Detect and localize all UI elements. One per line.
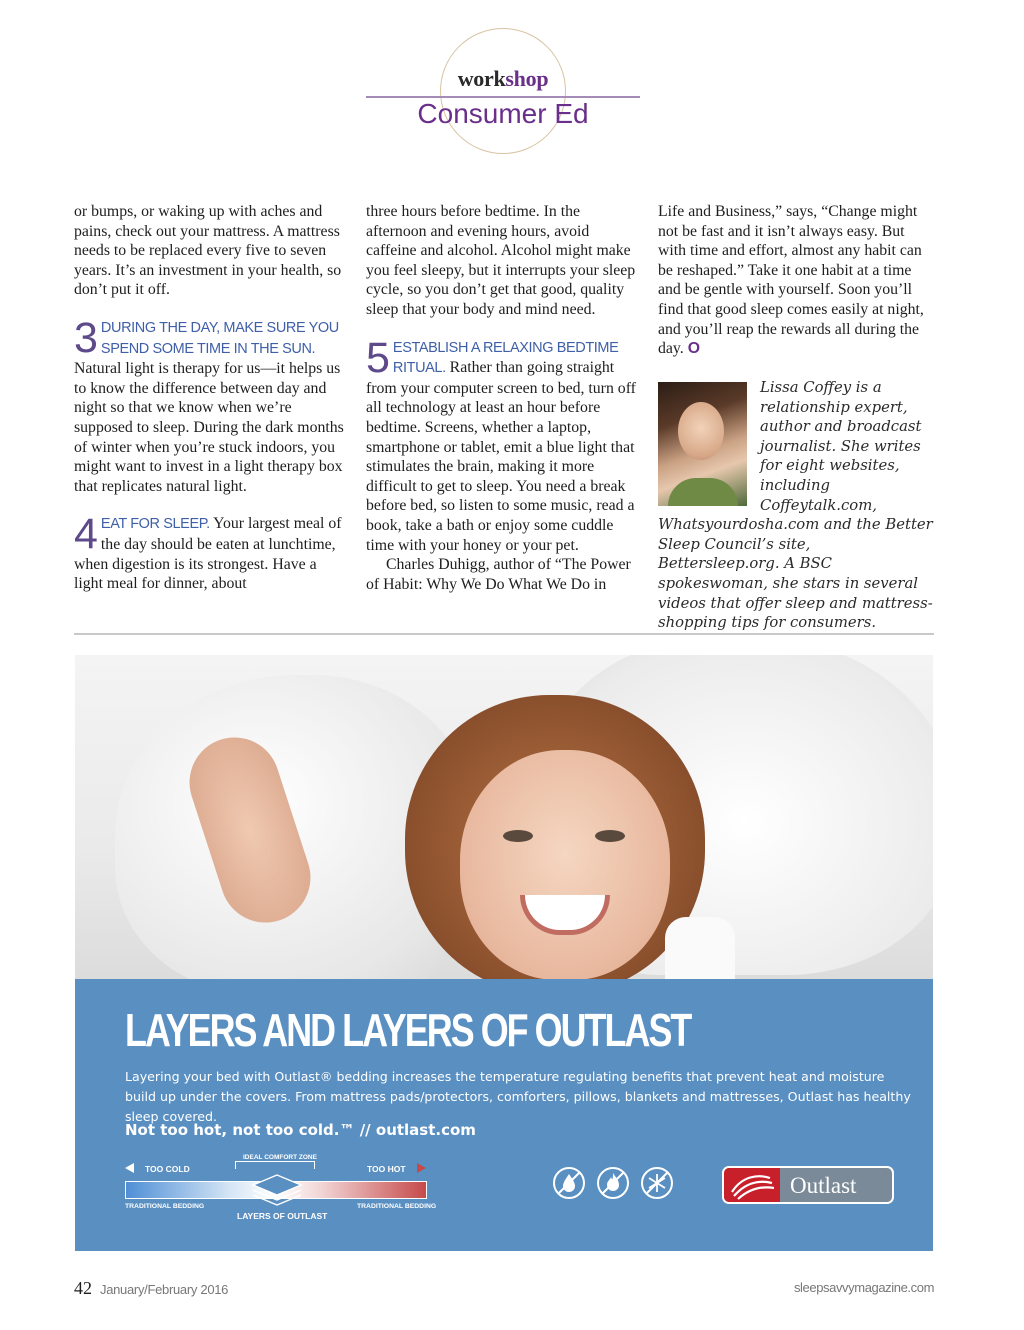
paragraph: Life and Business,” says, “Change might not be fast and it isn’t always easy. But with time and effort, almost any habit can be reshaped.” Take it one habit at a time and be gentle with yourself. Soon you’ll find that good sleep comes easily at night, and you’ll reap the rewards all during the day. O	[658, 203, 924, 358]
traditional-bedding-left: TRADITIONAL BEDDING	[125, 1203, 205, 1210]
feature-icons	[553, 1167, 683, 1203]
layers-of-outlast-label: LAYERS OF OUTLAST	[237, 1211, 328, 1221]
heat-icon	[597, 1167, 629, 1199]
ad-photo	[75, 655, 933, 979]
author-bio: Lissa Coffey is a relationship expert, author and broadcast journalist. She writes for eight websites, including Coffeytalk.com, Whatsyourdosha.com and the Better Sleep Council’s site, Bettersleep.org. A BSC spokeswoman, she stars in several videos that offer sleep and mattress-shopping tips for consumers.	[658, 379, 933, 632]
moisture-icon	[553, 1167, 585, 1199]
tip-heading: DURING THE DAY, MAKE SURE YOU SPEND SOME TIME IN THE SUN.	[100, 319, 339, 357]
tip-number: 3	[74, 313, 98, 362]
tip-number: 5	[366, 333, 390, 382]
column-3	[658, 202, 934, 359]
arrow-left-icon	[125, 1163, 134, 1173]
tip-body: Natural light is therapy for us—it helps us to know the difference between day and night so that we know when we’re supposed to sleep. During the dark months of winter when you’re stuck indoors, you might want to invest in a light therapy box that replicates natural light.	[74, 360, 344, 495]
cold-icon	[641, 1167, 673, 1199]
page-number: 42	[74, 1278, 92, 1298]
layers-icon	[251, 1173, 303, 1209]
ad-body: Layering your bed with Outlast® bedding increases the temperature regulating benefits that prevent heat and moisture build up under the covers. From mattress pads/protectors, comforters, pillows, blankets and mattresses, Outlast has healthy sleep covered.	[125, 1069, 911, 1124]
arrow-right-icon	[417, 1163, 426, 1173]
ad-tagline: Not too hot, not too cold.™ // outlast.com	[125, 1121, 476, 1139]
issue-date: January/February 2016	[100, 1282, 229, 1297]
website: sleepsavvymagazine.com	[793, 1280, 934, 1295]
ad-headline: LAYERS AND LAYERS OF OUTLAST	[125, 1004, 691, 1056]
comfort-zone-label: IDEAL COMFORT ZONE	[243, 1154, 317, 1161]
column-2	[366, 202, 640, 594]
paragraph: or bumps, or waking up with aches and pains, check out your mattress. A mattress needs to be replaced every five to seven years. It’s an investment in your health, so don’t put it off.	[74, 203, 342, 299]
divider	[74, 633, 934, 635]
outlast-logo	[722, 1166, 894, 1204]
tip-heading: ESTABLISH A RELAXING BEDTIME RITUAL.	[392, 339, 619, 377]
comfort-zone-bracket	[235, 1161, 315, 1169]
paragraph: three hours before bedtime. In the afternoon and evening hours, avoid caffeine and alcohol. Alcohol might make you feel sleepy, but it interrupts your sleep cycle, so you don’t get that good, quality sleep that your body and mind need.	[366, 203, 636, 318]
logo-wordmark: Outlast	[790, 1173, 857, 1198]
tip-number: 4	[74, 510, 98, 559]
paragraph: Charles Duhigg, author of “The Power of Habit: Why We Do What We Do in	[366, 556, 631, 593]
tip-4	[74, 510, 346, 593]
tip-body: Your largest meal of the day should be eaten at lunchtime, when digestion is its strongest. Have a light meal for dinner, about	[74, 515, 342, 593]
outlast-advertisement	[75, 655, 933, 1251]
tip-3	[74, 313, 346, 496]
column-1	[74, 202, 346, 594]
too-cold-label: TOO COLD	[145, 1164, 190, 1174]
comfort-scale	[125, 1154, 437, 1225]
end-mark: O	[687, 340, 700, 358]
tip-body: Rather than going straight from your computer screen to bed, turn off all technology at least an hour before bedtime. Screens, whether a laptop, smartphone or tablet, emit a blue light that stimulates the brain, making it more difficult to get to sleep. You need a break before bed, so listen to some music, read a book, take a bath or enjoy some cuddle time with your honey or your pet.	[366, 359, 636, 554]
traditional-bedding-right: TRADITIONAL BEDDING	[357, 1203, 437, 1210]
section-title: Consumer Ed	[417, 98, 589, 129]
section-label: workshop	[457, 66, 549, 91]
logo-mark	[724, 1168, 780, 1202]
tip-heading: EAT FOR SLEEP.	[100, 516, 210, 533]
tip-5	[366, 333, 640, 556]
too-hot-label: TOO HOT	[367, 1164, 406, 1174]
